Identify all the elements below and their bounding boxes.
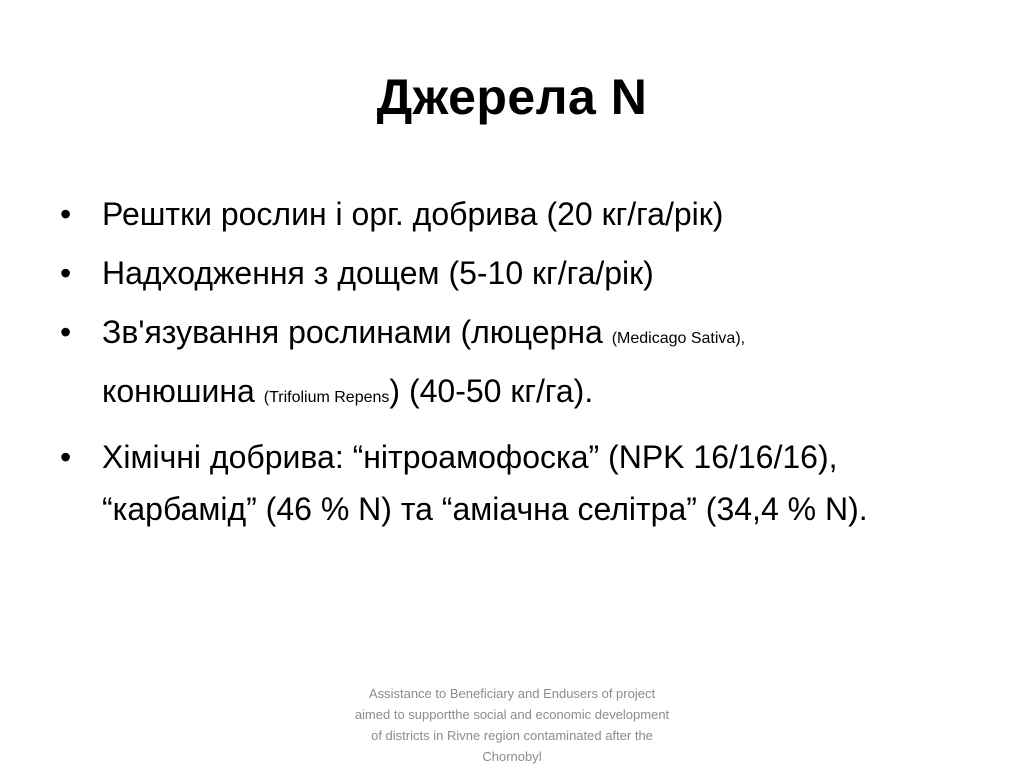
footer-note: Assistance to Beneficiary and Endusers of project aimed to supportthe social and economic development of districts in Rivne region contaminated after the Chornobyl bbox=[354, 686, 670, 764]
bullet-text-part: Зв'язування рослинами (люцерна bbox=[102, 314, 612, 350]
latin-name-medicago: (Medicago Sativa), bbox=[611, 330, 746, 347]
bullet-text-part: ) (40-50 кг/га). bbox=[389, 373, 594, 409]
bullet-marker: • bbox=[60, 255, 72, 291]
bullet-item bbox=[58, 188, 978, 240]
bullet-text: Хімічні добрива: “нітроамофоска” (NPK 16/16/16), “карбамід” (46 % N) та “аміачна селітра” (34,4 % N). bbox=[102, 439, 868, 527]
bullet-text: Рештки рослин і орг. добрива (20 кг/га/рік) bbox=[102, 196, 724, 232]
bullet-item bbox=[58, 247, 978, 299]
bullet-list bbox=[58, 188, 978, 542]
bullet-text: Надходження з дощем (5-10 кг/га/рік) bbox=[102, 255, 654, 291]
slide-title: Джерела N bbox=[376, 69, 648, 125]
latin-name-trifolium: (Trifolium Repens bbox=[263, 389, 390, 406]
bullet-marker: • bbox=[60, 196, 72, 232]
bullet-text-part: конюшина bbox=[102, 373, 264, 409]
bullet-marker: • bbox=[60, 439, 72, 475]
bullet-marker: • bbox=[60, 314, 72, 350]
bullet-item bbox=[58, 431, 978, 535]
bullet-item bbox=[58, 306, 978, 424]
